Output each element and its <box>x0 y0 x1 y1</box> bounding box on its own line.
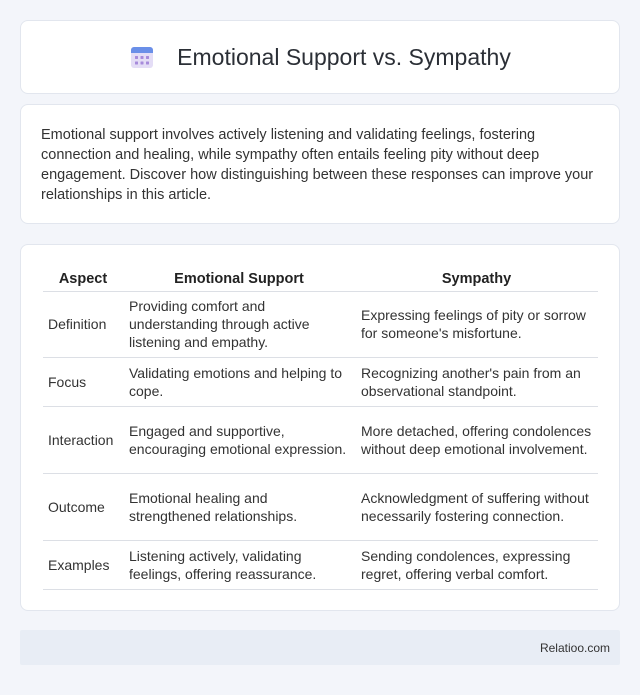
sympathy-cell: More detached, offering condolences without deep emotional involvement. <box>355 406 598 473</box>
comparison-table-card <box>20 244 620 611</box>
title-card <box>20 20 620 94</box>
aspect-cell: Focus <box>43 357 123 406</box>
support-cell: Emotional healing and strengthened relationships. <box>123 473 355 540</box>
header-sympathy: Sympathy <box>355 265 598 291</box>
table-row <box>43 406 598 473</box>
intro-card <box>20 104 620 224</box>
support-cell: Engaged and supportive, encouraging emotional expression. <box>123 406 355 473</box>
table-row <box>43 540 598 589</box>
table-row <box>43 357 598 406</box>
aspect-cell: Examples <box>43 540 123 589</box>
sympathy-cell: Expressing feelings of pity or sorrow for someone's misfortune. <box>355 291 598 357</box>
comparison-table <box>43 265 598 590</box>
support-cell: Listening actively, validating feelings, offering reassurance. <box>123 540 355 589</box>
table-row <box>43 473 598 540</box>
support-cell: Providing comfort and understanding through active listening and empathy. <box>123 291 355 357</box>
support-cell: Validating emotions and helping to cope. <box>123 357 355 406</box>
footer <box>20 630 620 665</box>
sympathy-cell: Sending condolences, expressing regret, offering verbal comfort. <box>355 540 598 589</box>
aspect-cell: Outcome <box>43 473 123 540</box>
header-aspect: Aspect <box>43 265 123 291</box>
header-emotional-support: Emotional Support <box>123 265 355 291</box>
page-title: Emotional Support vs. Sympathy <box>177 43 511 70</box>
footer-brand: Relatioo.com <box>539 640 610 655</box>
aspect-cell: Definition <box>43 291 123 357</box>
sympathy-cell: Recognizing another's pain from an observational standpoint. <box>355 357 598 406</box>
calendar-grid-icon <box>129 44 155 70</box>
table-header-row <box>43 265 598 291</box>
aspect-cell: Interaction <box>43 406 123 473</box>
intro-text: Emotional support involves actively listening and validating feelings, fostering connection and healing, while sympathy often entails feeling pity without deep engagement. Discover how distinguishing between these responses can improve your relationships in this article. <box>41 127 594 203</box>
sympathy-cell: Acknowledgment of suffering without necessarily fostering connection. <box>355 473 598 540</box>
table-row <box>43 291 598 357</box>
